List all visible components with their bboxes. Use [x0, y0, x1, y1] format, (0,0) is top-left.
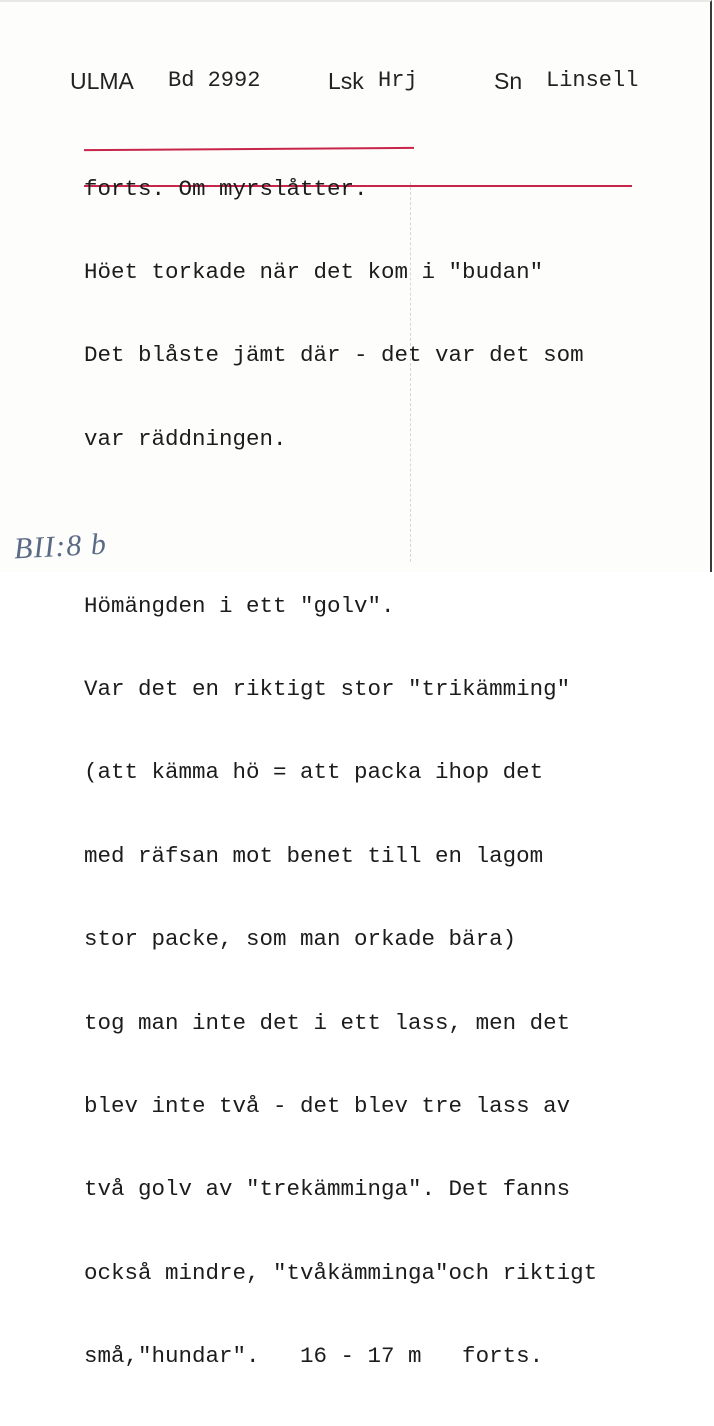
card-header	[70, 68, 680, 98]
text-line: också mindre, "tvåkämminga"och riktigt	[84, 1259, 598, 1286]
text-line: Det blåste jämt där - det var det som	[84, 342, 584, 369]
text-line: Var det en riktigt stor "trikämming"	[84, 675, 571, 702]
text-line: var räddningen.	[84, 425, 287, 452]
text-line: två golv av "trekämminga". Det fanns	[84, 1176, 571, 1203]
card-text	[84, 120, 597, 1426]
socken-label: Sn	[494, 68, 523, 94]
archive-name: ULMA	[70, 68, 134, 94]
handwritten-classification: BII:8 b	[13, 527, 108, 566]
socken-value: Linsell	[546, 68, 639, 93]
landskap-label: Lsk	[328, 68, 364, 94]
text-line: Hömängden i ett "golv".	[84, 592, 395, 619]
text-line: forts. Om myrslåtter.	[84, 175, 368, 202]
text-line: tog man inte det i ett lass, men det	[84, 1009, 571, 1036]
text-line: stor packe, som man orkade bära)	[84, 926, 517, 953]
text-line: små,"hundar". 16 - 17 m forts.	[84, 1343, 544, 1370]
text-line: blev inte två - det blev tre lass av	[84, 1092, 571, 1119]
text-line: Höet torkade när det kom i "budan"	[84, 258, 544, 285]
text-line: med räfsan mot benet till en lagom	[84, 842, 544, 869]
text-line	[84, 509, 597, 537]
volume-number: Bd 2992	[168, 68, 261, 93]
landskap-value: Hrj	[378, 68, 418, 93]
text-line: (att kämma hö = att packa ihop det	[84, 759, 544, 786]
